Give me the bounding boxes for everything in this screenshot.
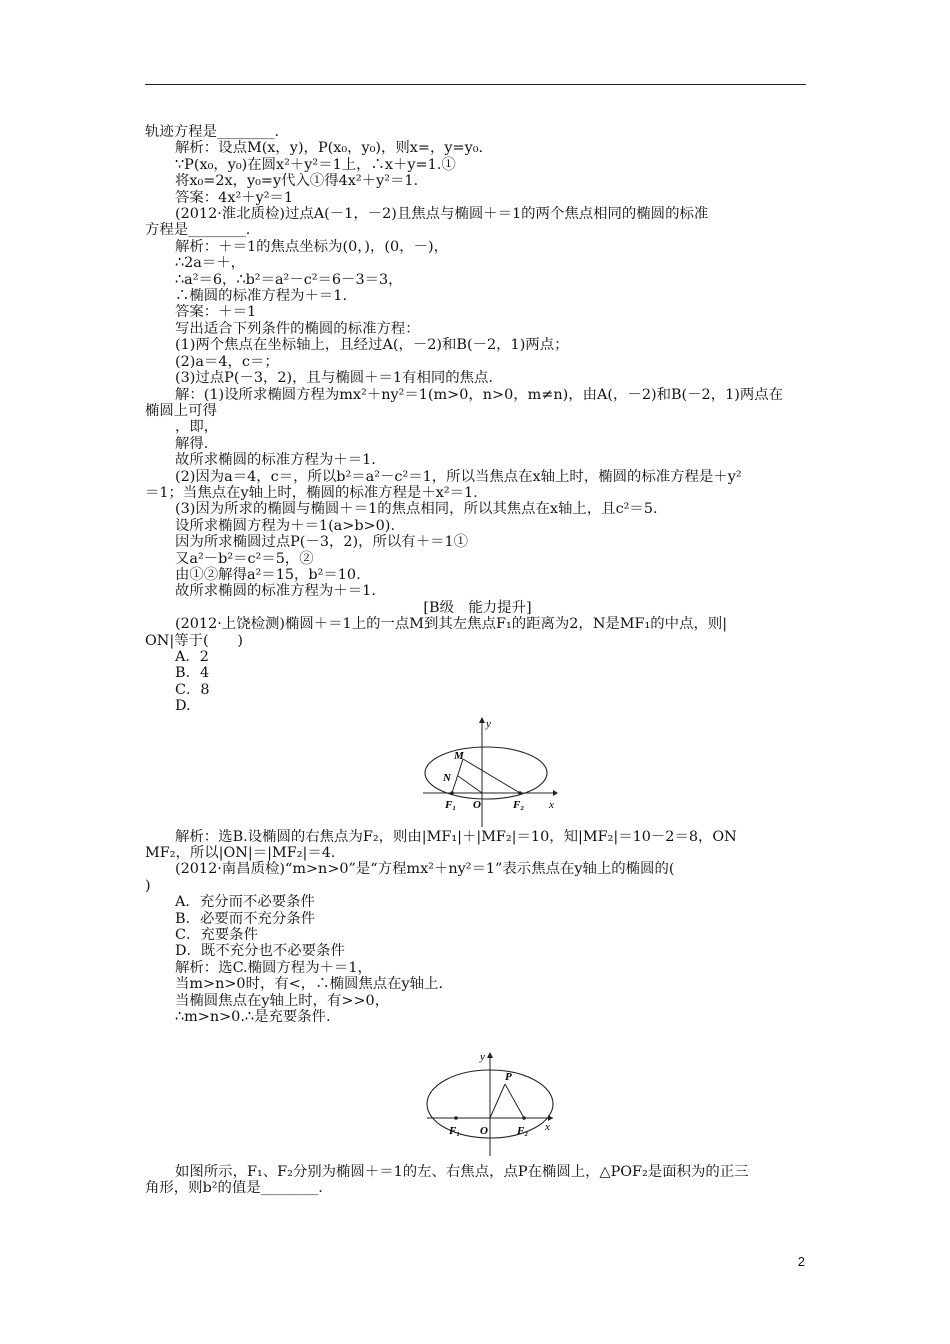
text-line: ∴2a＝＋， — [175, 255, 246, 272]
label-n: N — [443, 771, 451, 784]
text-line: 解析：选B.设椭圆的右焦点为F₂，则由|MF₁|＋|MF₂|＝10，知|MF₂|＝10－2＝8，ON — [175, 828, 737, 845]
text-line: 解析：选C.椭圆方程为＋＝1， — [175, 959, 372, 976]
point-f1 — [454, 1116, 458, 1120]
text-line: C．充要条件 — [175, 927, 258, 944]
text-line: B．4 — [175, 665, 210, 682]
text-line: 如图所示，F₁、F₂分别为椭圆＋＝1的左、右焦点，点P在椭圆上，△POF₂是面积为的正三 — [175, 1163, 749, 1180]
segment-m-f2 — [463, 759, 520, 793]
text-line: ∴椭圆的标准方程为＋＝1. — [175, 288, 348, 305]
text-line: ∴m>n>0.∴是充要条件. — [175, 1009, 331, 1026]
text-line: 解析：＋＝1的焦点坐标为(0，)，(0，－)， — [175, 238, 448, 255]
label-f2: F₂ — [513, 798, 525, 811]
text-line: (2012·南昌质检)“m>n>0”是“方程mx²＋ny²＝1”表示焦点在y轴上的椭圆的( — [175, 861, 675, 878]
section-heading: [B级 能力提升] — [423, 599, 532, 616]
text-block-d — [145, 1164, 810, 1197]
text-line: (3)因为所求的椭圆与椭圆＋＝1的焦点相同，所以其焦点在x轴上，且c²＝5. — [175, 501, 658, 518]
point-f2 — [518, 791, 522, 795]
text-line: B．必要而不充分条件 — [175, 910, 316, 927]
text-line: D. — [175, 698, 191, 715]
figure-ellipse-mn — [145, 715, 810, 829]
label-f2: F₂ — [517, 1124, 529, 1137]
text-line: (2)a＝4，c＝； — [175, 353, 279, 370]
text-line: ON|等于( ) — [145, 632, 244, 649]
label-f1: F₁ — [445, 798, 457, 811]
text-line: 解析：设点M(x，y)，P(x₀，y₀)，则x=，y=y₀. — [175, 140, 484, 157]
text-line: 答案：＋＝1 — [175, 304, 257, 321]
label-o: O — [480, 1124, 488, 1137]
point-f2 — [522, 1116, 526, 1120]
text-line: (3)过点P(－3，2)，且与椭圆＋＝1有相同的焦点. — [175, 370, 493, 387]
page-body — [145, 124, 810, 1196]
text-line: 故所求椭圆的标准方程为＋＝1. — [175, 452, 376, 469]
label-o: O — [473, 798, 481, 811]
text-line: 答案：4x²＋y²＝1 — [175, 189, 294, 206]
y-axis-arrow-icon — [487, 1052, 493, 1058]
text-line: C．8 — [175, 681, 210, 698]
text-line: 又a²－b²＝c²＝5，② — [175, 550, 314, 567]
point-f1 — [450, 791, 454, 795]
text-block-a — [145, 124, 810, 600]
text-line: A．2 — [175, 649, 209, 665]
x-axis-arrow-icon — [553, 790, 558, 796]
text-line: ，即， — [175, 419, 219, 436]
segment-n-o — [458, 776, 482, 793]
text-line: 将x₀=2x，y₀=y代入①得4x²＋y²＝1. — [175, 173, 419, 190]
text-line: 设所求椭圆方程为＋＝1(a>b>0). — [175, 517, 395, 534]
label-p: P — [505, 1070, 512, 1083]
text-block-b — [145, 616, 810, 714]
text-line: 椭圆上可得 — [145, 402, 217, 419]
text-line: 写出适合下列条件的椭圆的标准方程： — [175, 320, 420, 337]
text-line: 轨迹方程是________. — [145, 124, 280, 140]
text-line: (2012·上饶检测)椭圆＋＝1上的一点M到其左焦点F₁的距离为2，N是MF₁的中点，则| — [175, 616, 728, 633]
text-line: 当椭圆焦点在y轴上时，有>>0， — [175, 992, 390, 1009]
text-line: (2012·淮北质检)过点A(－1，－2)且焦点与椭圆＋＝1的两个焦点相同的椭圆的标准 — [175, 206, 709, 223]
text-line: ∴a²＝6，∴b²＝a²－c²＝6－3＝3， — [175, 271, 403, 288]
text-line: 解得. — [175, 435, 209, 452]
header-rule — [145, 84, 806, 85]
segment-o-p — [490, 1084, 505, 1118]
text-line: 角形，则b²的值是________. — [145, 1179, 323, 1196]
label-y: y — [486, 717, 491, 730]
text-line: 解：(1)设所求椭圆方程为mx²＋ny²＝1(m>0，n>0，m≠n)，由A(，－2)和B(－2，1)两点在 — [175, 386, 784, 403]
text-line: A．充分而不必要条件 — [175, 894, 315, 911]
segment-p-f2 — [505, 1084, 524, 1118]
text-block-c — [145, 829, 810, 1026]
label-m: M — [454, 749, 464, 762]
text-line: MF₂，所以|ON|＝|MF₂|＝4. — [145, 845, 336, 862]
label-x: x — [549, 798, 554, 811]
text-line: (1)两个焦点在坐标轴上，且经过A(，－2)和B(－2，1)两点； — [175, 337, 569, 354]
text-line: (2)因为a＝4，c＝，所以b²＝a²－c²＝1，所以当焦点在x轴上时，椭圆的标准方程是＋y² — [175, 468, 742, 485]
text-line: 方程是________. — [145, 222, 251, 239]
text-line: 由①②解得a²＝15，b²＝10. — [175, 566, 361, 583]
text-line: 因为所求椭圆过点P(－3，2)，所以有＋＝1① — [175, 534, 469, 551]
text-line: 当m>n>0时，有<，∴椭圆焦点在y轴上. — [175, 976, 444, 993]
y-axis-arrow-icon — [479, 717, 485, 723]
text-line: 故所求椭圆的标准方程为＋＝1. — [175, 583, 376, 600]
label-x: x — [545, 1120, 550, 1133]
segment-f1-m — [452, 759, 463, 793]
ellipse-diagram-2 — [145, 1050, 810, 1156]
text-line: ) — [145, 877, 151, 894]
text-line: ∵P(x₀，y₀)在圆x²＋y²＝1上，∴x＋y=1.① — [175, 156, 456, 173]
label-f1: F₁ — [449, 1124, 461, 1137]
figure-ellipse-pof2 — [145, 1050, 810, 1156]
text-line: ＝1；当焦点在y轴上时，椭圆的标准方程是＋x²＝1. — [145, 484, 478, 501]
page-number: 2 — [797, 1254, 805, 1269]
label-y: y — [480, 1050, 485, 1063]
ellipse-diagram-1 — [145, 715, 810, 829]
text-line: D．既不充分也不必要条件 — [175, 943, 345, 960]
